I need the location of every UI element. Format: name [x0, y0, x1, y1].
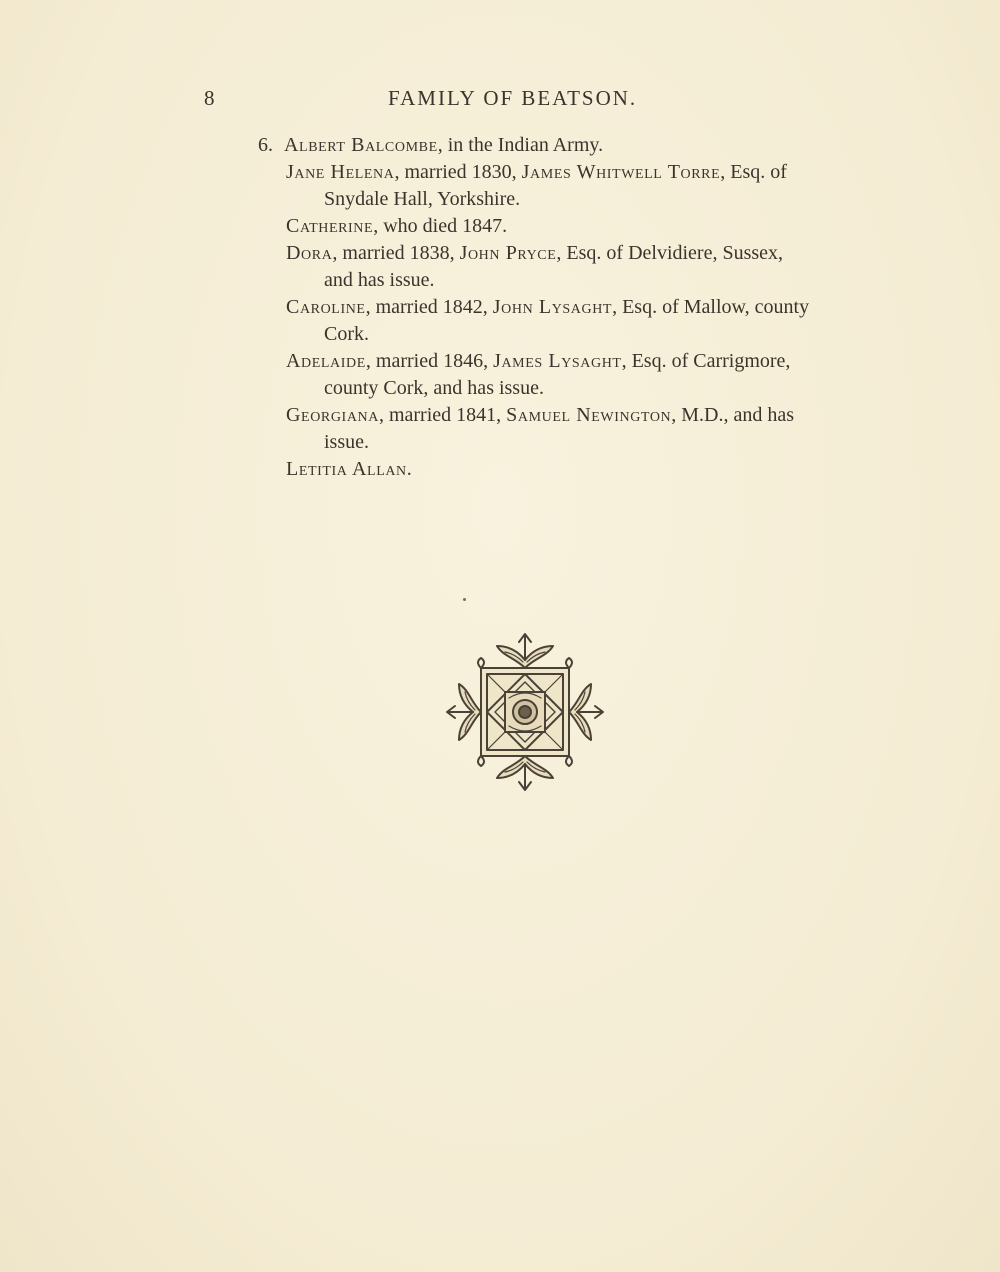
genealogy-entry-dora: [286, 240, 848, 294]
spouse-name: Samuel Newington: [506, 404, 672, 426]
entry-text: , Esq. of Mallow, county: [612, 296, 810, 318]
genealogy-entry-albert: [258, 132, 820, 159]
genealogy-entry-adelaide: [286, 348, 848, 402]
person-name: Caroline: [286, 296, 366, 318]
entry-continuation: Cork.: [324, 323, 369, 345]
entry-line: [286, 294, 848, 321]
spouse-name: John Lysaght: [492, 296, 613, 318]
genealogy-entry-caroline: [286, 294, 848, 348]
entry-line: [258, 132, 820, 159]
entry-line: [286, 159, 848, 186]
entry-line: [286, 240, 848, 267]
entry-continuation: and has issue.: [324, 269, 435, 291]
person-name: Dora: [286, 242, 333, 264]
entry-text: , married 1846,: [365, 350, 494, 372]
running-header: [0, 86, 1000, 116]
entry-line: [286, 402, 848, 429]
person-name: Catherine: [286, 215, 374, 237]
entry-text: , married 1830,: [394, 161, 522, 183]
genealogy-entry-georgiana: [286, 402, 848, 456]
spouse-name: James Whitwell Torre: [521, 161, 721, 183]
floral-square-ornament-icon: [445, 632, 605, 792]
entry-line: [286, 213, 848, 240]
entry-text: , married 1842,: [365, 296, 493, 318]
person-name: Adelaide: [286, 350, 366, 372]
page-number: 8: [204, 86, 215, 110]
entry-continuation: Snydale Hall, Yorkshire.: [324, 188, 521, 210]
ink-speck: [463, 598, 466, 601]
entry-text: , married 1841,: [378, 404, 507, 426]
entry-text: , Esq. of: [720, 161, 787, 183]
spouse-name: John Pryce: [459, 242, 557, 264]
entry-text: , Esq. of Delvidiere, Sussex,: [556, 242, 784, 264]
entry-text: , M.D., and has: [671, 404, 795, 426]
entry-text: , in the Indian Army.: [437, 134, 604, 156]
entry-continuation: county Cork, and has issue.: [324, 377, 544, 399]
person-name: Georgiana: [286, 404, 379, 426]
entry-numeral: 6.: [258, 134, 273, 156]
entry-text: , Esq. of Carrigmore,: [621, 350, 791, 372]
entry-continuation: issue.: [324, 431, 369, 453]
genealogy-entry-letitia: [286, 456, 848, 483]
entry-line: [286, 348, 848, 375]
entry-text: , who died 1847.: [373, 215, 508, 237]
person-name: Albert Balcombe: [284, 134, 438, 156]
spouse-name: James Lysaght: [493, 350, 622, 372]
entry-line: [286, 456, 848, 483]
running-title: FAMILY OF BEATSON.: [388, 86, 638, 110]
entry-text: , married 1838,: [332, 242, 460, 264]
genealogy-entry-jane-helena: [286, 159, 848, 213]
person-name: Jane Helena: [286, 161, 395, 183]
person-name: Letitia Allan: [286, 458, 407, 480]
genealogy-entry-catherine: [286, 213, 848, 240]
entry-text: .: [406, 458, 412, 480]
